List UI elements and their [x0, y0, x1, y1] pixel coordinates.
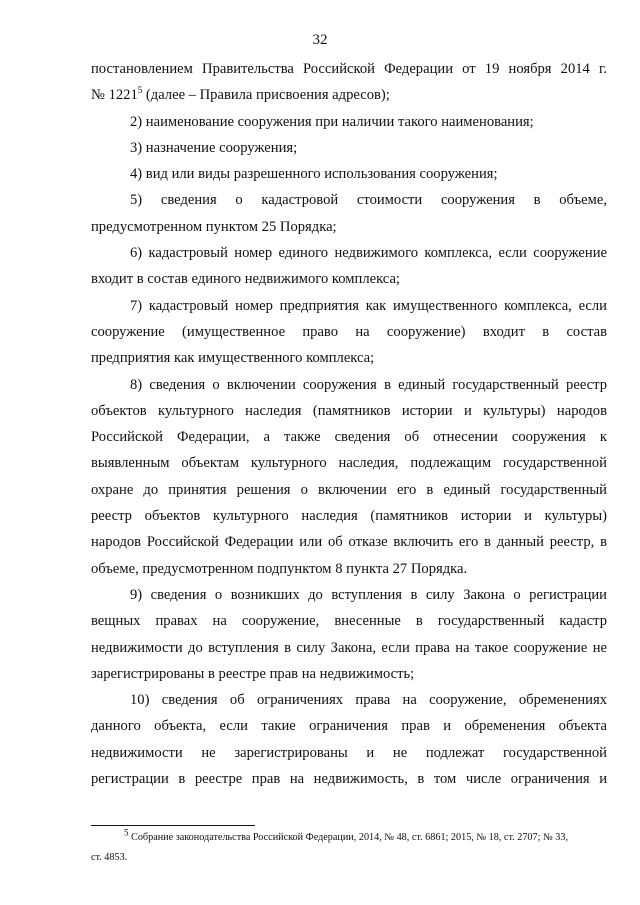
line-text: 5) сведения о кадастровой стоимости сооружения в объеме,: [130, 192, 607, 209]
footnote: [91, 828, 607, 868]
text-line: [91, 135, 607, 161]
line-text: 10) сведения об ограничениях права на сооружение, обременениях: [130, 692, 607, 709]
line-text: 9) сведения о возникших до вступления в силу Закона о регистрации: [130, 586, 607, 603]
line-text: 8) сведения о включении сооружения в единый государственный реестр: [130, 376, 607, 393]
line-text: данного объекта, если такие ограничения прав и обременения объекта: [91, 718, 607, 735]
text-line: [91, 398, 607, 424]
line-text: 3) назначение сооружения;: [130, 139, 298, 156]
footnote-text: Собрание законодательства Российской Федерации, 2014, № 48, ст. 6861; 2015, № 18, ст. 2707; № 33,: [128, 832, 568, 843]
text-line: [91, 556, 607, 582]
line-text: объеме, предусмотренном подпунктом 8 пункта 27 Порядка.: [91, 560, 468, 577]
line-text: зарегистрированы в реестре прав на недвижимость;: [91, 665, 415, 682]
text-line: [91, 661, 607, 687]
line-text: 7) кадастровый номер предприятия как имущественного комплекса, если: [130, 297, 607, 314]
text-line: [91, 109, 607, 135]
text-line: [91, 529, 607, 555]
footnote-reference: 5: [137, 85, 143, 96]
text-line: [91, 266, 607, 292]
line-text: охране до принятия решения о включении его в единый государственный: [91, 481, 607, 498]
page-number: 32: [312, 32, 328, 48]
line-text: сооружение (имущественное право на сооружение) входит в состав: [91, 323, 607, 340]
footnote-separator: [91, 825, 255, 826]
text-line: [91, 56, 607, 82]
text-line: [91, 214, 607, 240]
line-text: № 1221: [91, 87, 138, 104]
line-text: предусмотренном пунктом 25 Порядка;: [91, 218, 337, 235]
text-line: [91, 293, 607, 319]
line-text: 6) кадастровый номер единого недвижимого комплекса, если сооружение: [130, 245, 607, 262]
line-text: предприятия как имущественного комплекса;: [91, 350, 375, 367]
text-line: [91, 713, 607, 739]
text-line: [91, 240, 607, 266]
text-line: [91, 424, 607, 450]
text-line: [91, 319, 607, 345]
line-text: 2) наименование сооружения при наличии такого наименования;: [130, 113, 534, 130]
footnote-line-2: ст. 4853.: [91, 852, 128, 863]
text-line: [91, 582, 607, 608]
text-line: [91, 187, 607, 213]
line-text: выявленным объектам культурного наследия, подлежащим государственной: [91, 455, 607, 472]
text-line: [91, 450, 607, 476]
text-line: [91, 82, 607, 108]
text-line: [91, 687, 607, 713]
text-line: [91, 766, 607, 792]
footnote-line-1: [91, 828, 607, 848]
text-line: [91, 740, 607, 766]
line-text: недвижимости до вступления в силу Закона, если права на такое сооружение не: [91, 639, 607, 656]
line-text: регистрации в реестре прав на недвижимость, в том числе ограничения и: [91, 771, 607, 788]
line-text: объектов культурного наследия (памятников истории и культуры) народов: [91, 402, 607, 419]
line-text: постановлением Правительства Российской Федерации от 19 ноября 2014 г.: [91, 61, 607, 77]
body-text: [91, 56, 607, 792]
footnote-marker: 5: [124, 827, 129, 838]
line-text: 4) вид или виды разрешенного использования сооружения;: [130, 166, 498, 183]
text-line: [91, 372, 607, 398]
line-text: вещных правах на сооружение, внесенные в государственный кадастр: [91, 613, 607, 630]
text-line: [91, 477, 607, 503]
text-line: [91, 503, 607, 529]
line-text: реестр объектов культурного наследия (памятников истории и культуры): [91, 508, 607, 525]
text-line: [91, 345, 607, 371]
line-text: народов Российской Федерации или об отказе включить его в данный реестр, в: [91, 534, 607, 551]
text-line: [91, 635, 607, 661]
line-text: Российской Федерации, а также сведения об отнесении сооружения к: [91, 429, 607, 446]
line-text: недвижимости не зарегистрированы и не подлежат государственной: [91, 744, 607, 761]
line-text: входит в состав единого недвижимого комплекса;: [91, 271, 400, 288]
text-line: [91, 161, 607, 187]
text-line: [91, 608, 607, 634]
line-text-tail: (далее – Правила присвоения адресов);: [142, 87, 390, 104]
